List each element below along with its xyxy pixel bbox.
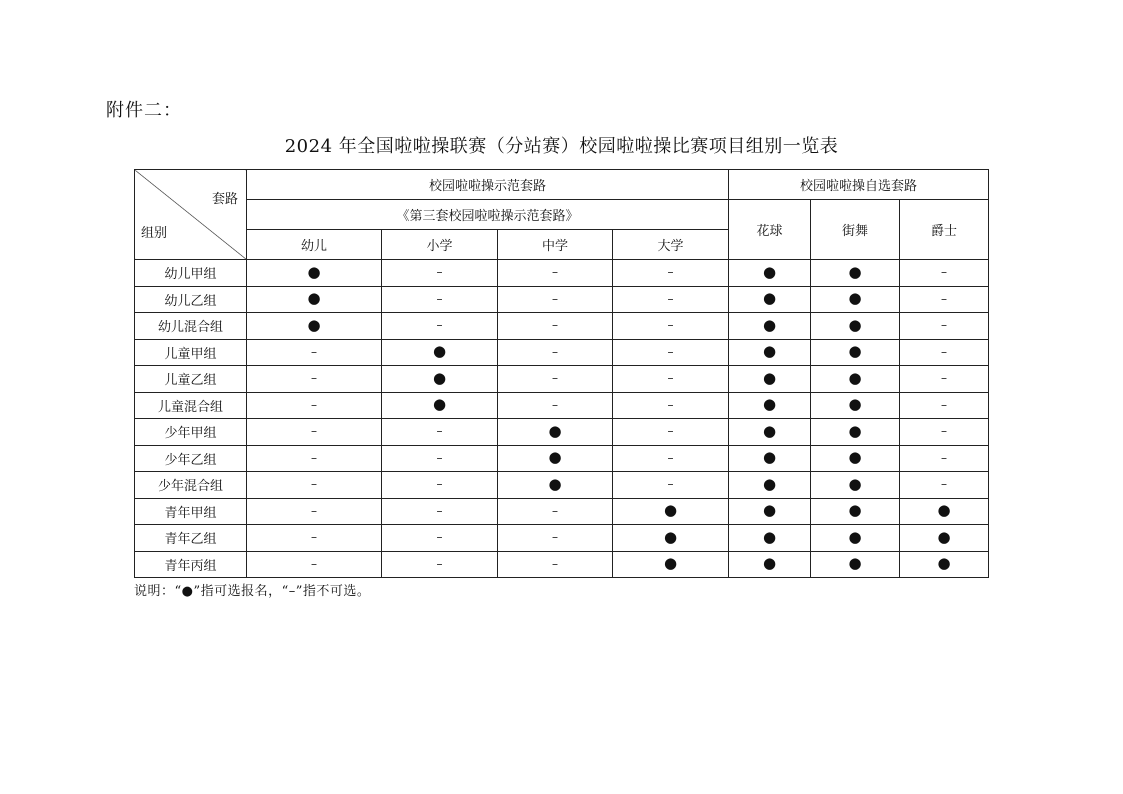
eligible-mark — [498, 445, 613, 472]
not-eligible-mark — [382, 498, 498, 525]
dash-icon: – — [552, 291, 558, 306]
not-eligible-mark — [613, 339, 729, 366]
eligible-mark — [811, 551, 900, 578]
dash-icon: – — [436, 503, 443, 518]
filled-circle-icon: ● — [762, 368, 777, 387]
eligible-mark — [247, 313, 382, 340]
not-eligible-mark — [900, 313, 989, 340]
not-eligible-mark — [613, 419, 729, 446]
filled-circle-icon: ● — [762, 262, 777, 281]
dash-icon: – — [552, 397, 558, 412]
not-eligible-mark — [900, 286, 989, 313]
table-row — [135, 498, 989, 525]
filled-circle-icon: ● — [848, 315, 862, 334]
table-row — [135, 260, 989, 287]
row-group-label: 青年甲组 — [135, 498, 247, 525]
filled-circle-icon: ● — [848, 262, 862, 281]
not-eligible-mark — [900, 339, 989, 366]
not-eligible-mark — [498, 286, 613, 313]
not-eligible-mark — [382, 445, 498, 472]
eligible-mark — [382, 339, 498, 366]
header-col-university: 大学 — [613, 230, 729, 260]
eligible-mark — [613, 551, 729, 578]
table-row — [135, 313, 989, 340]
not-eligible-mark — [498, 392, 613, 419]
eligible-mark — [900, 551, 989, 578]
not-eligible-mark — [498, 366, 613, 393]
dash-icon: – — [667, 450, 674, 465]
dash-icon: – — [552, 318, 558, 333]
not-eligible-mark — [900, 366, 989, 393]
dash-icon: – — [941, 450, 947, 465]
eligible-mark — [900, 498, 989, 525]
not-eligible-mark — [382, 260, 498, 287]
table-row — [135, 392, 989, 419]
row-group-label: 幼儿混合组 — [135, 313, 247, 340]
not-eligible-mark — [247, 472, 382, 499]
dash-icon: – — [311, 477, 317, 492]
table-row — [135, 419, 989, 446]
dash-icon: – — [436, 477, 443, 492]
eligible-mark — [811, 286, 900, 313]
dash-icon: – — [311, 503, 317, 518]
eligible-mark — [811, 260, 900, 287]
dash-icon: – — [311, 556, 317, 571]
filled-circle-icon: ● — [663, 554, 678, 573]
dash-icon: – — [436, 556, 443, 571]
dash-icon: – — [436, 450, 443, 465]
dash-icon: – — [552, 265, 558, 280]
not-eligible-mark — [382, 472, 498, 499]
eligible-mark — [811, 339, 900, 366]
dash-icon: – — [941, 477, 947, 492]
filled-circle-icon: ● — [548, 474, 562, 493]
filled-circle-icon: ● — [307, 315, 321, 334]
eligible-mark — [729, 525, 811, 552]
row-group-label: 儿童乙组 — [135, 366, 247, 393]
eligible-mark — [811, 313, 900, 340]
not-eligible-mark — [613, 260, 729, 287]
eligible-mark — [382, 392, 498, 419]
dash-icon: – — [311, 344, 317, 359]
filled-circle-icon: ● — [663, 501, 678, 520]
header-demo-routine-sub: 《第三套校园啦啦操示范套路》 — [247, 200, 729, 230]
eligible-mark — [811, 445, 900, 472]
filled-circle-icon: ● — [762, 474, 777, 493]
eligible-mark — [729, 472, 811, 499]
not-eligible-mark — [613, 313, 729, 340]
eligible-mark — [729, 366, 811, 393]
filled-circle-icon: ● — [432, 342, 447, 361]
not-eligible-mark — [498, 313, 613, 340]
table-row — [135, 551, 989, 578]
table-row — [135, 339, 989, 366]
dash-icon: – — [941, 265, 947, 280]
header-col-primary: 小学 — [382, 230, 498, 260]
row-group-label: 青年丙组 — [135, 551, 247, 578]
dash-icon: – — [667, 291, 674, 306]
dash-icon: – — [941, 291, 947, 306]
eligible-mark — [811, 472, 900, 499]
filled-circle-icon: ● — [762, 315, 777, 334]
header-col-pompom: 花球 — [729, 200, 811, 260]
not-eligible-mark — [247, 525, 382, 552]
dash-icon: – — [667, 318, 674, 333]
filled-circle-icon: ● — [848, 527, 862, 546]
row-group-label: 儿童甲组 — [135, 339, 247, 366]
eligible-mark — [900, 525, 989, 552]
filled-circle-icon: ● — [848, 395, 862, 414]
not-eligible-mark — [613, 392, 729, 419]
eligible-mark — [613, 498, 729, 525]
filled-circle-icon: ● — [848, 421, 862, 440]
eligible-mark — [729, 419, 811, 446]
filled-circle-icon: ● — [848, 448, 862, 467]
dash-icon: – — [436, 424, 443, 439]
row-group-label: 幼儿甲组 — [135, 260, 247, 287]
corner-label-group: 组别 — [141, 226, 168, 241]
row-group-label: 少年混合组 — [135, 472, 247, 499]
filled-circle-icon: ● — [548, 448, 562, 467]
table-row — [135, 445, 989, 472]
dash-icon: – — [667, 371, 674, 386]
legend-note: 说明：“●”指可选报名，“–”指不可选。 — [134, 584, 371, 599]
not-eligible-mark — [613, 366, 729, 393]
filled-circle-icon: ● — [663, 527, 678, 546]
not-eligible-mark — [498, 260, 613, 287]
dash-icon: – — [436, 530, 443, 545]
dash-icon: – — [436, 318, 443, 333]
filled-circle-icon: ● — [762, 527, 777, 546]
dash-icon: – — [436, 265, 443, 280]
not-eligible-mark — [613, 445, 729, 472]
filled-circle-icon: ● — [762, 395, 777, 414]
eligible-mark — [498, 419, 613, 446]
dash-icon: – — [667, 397, 674, 412]
not-eligible-mark — [382, 525, 498, 552]
table-row — [135, 525, 989, 552]
events-groups-table — [134, 169, 989, 578]
not-eligible-mark — [247, 419, 382, 446]
dash-icon: – — [311, 371, 317, 386]
not-eligible-mark — [498, 551, 613, 578]
eligible-mark — [729, 445, 811, 472]
table-body — [135, 260, 989, 578]
dash-icon: – — [941, 344, 947, 359]
filled-circle-icon: ● — [848, 501, 862, 520]
not-eligible-mark — [900, 419, 989, 446]
filled-circle-icon: ● — [848, 554, 862, 573]
filled-circle-icon: ● — [762, 554, 777, 573]
filled-circle-icon: ● — [762, 421, 777, 440]
dash-icon: – — [552, 530, 558, 545]
not-eligible-mark — [900, 472, 989, 499]
not-eligible-mark — [247, 366, 382, 393]
eligible-mark — [729, 313, 811, 340]
filled-circle-icon: ● — [432, 395, 447, 414]
dash-icon: – — [941, 424, 947, 439]
not-eligible-mark — [247, 339, 382, 366]
dash-icon: – — [552, 344, 558, 359]
filled-circle-icon: ● — [307, 262, 321, 281]
row-group-label: 青年乙组 — [135, 525, 247, 552]
row-group-label: 少年甲组 — [135, 419, 247, 446]
eligible-mark — [613, 525, 729, 552]
table-row — [135, 472, 989, 499]
eligible-mark — [729, 392, 811, 419]
eligible-mark — [729, 286, 811, 313]
eligible-mark — [729, 551, 811, 578]
not-eligible-mark — [900, 260, 989, 287]
table-row — [135, 366, 989, 393]
dash-icon: – — [552, 556, 558, 571]
eligible-mark — [811, 498, 900, 525]
filled-circle-icon: ● — [937, 501, 951, 520]
not-eligible-mark — [382, 419, 498, 446]
not-eligible-mark — [382, 551, 498, 578]
dash-icon: – — [667, 344, 674, 359]
dash-icon: – — [311, 530, 317, 545]
filled-circle-icon: ● — [848, 368, 862, 387]
filled-circle-icon: ● — [307, 289, 321, 308]
filled-circle-icon: ● — [762, 501, 777, 520]
not-eligible-mark — [247, 445, 382, 472]
filled-circle-icon: ● — [937, 527, 951, 546]
annex-label: 附件二： — [106, 100, 182, 121]
row-group-label: 幼儿乙组 — [135, 286, 247, 313]
header-col-kindergarten: 幼儿 — [247, 230, 382, 260]
header-demo-routine: 校园啦啦操示范套路 — [247, 170, 729, 200]
eligible-mark — [811, 392, 900, 419]
eligible-mark — [247, 286, 382, 313]
corner-header-cell — [135, 170, 247, 260]
not-eligible-mark — [247, 551, 382, 578]
table-row — [135, 286, 989, 313]
not-eligible-mark — [498, 525, 613, 552]
dash-icon: – — [941, 371, 947, 386]
eligible-mark — [811, 525, 900, 552]
header-col-middle: 中学 — [498, 230, 613, 260]
eligible-mark — [498, 472, 613, 499]
not-eligible-mark — [613, 472, 729, 499]
filled-circle-icon: ● — [762, 448, 777, 467]
dash-icon: – — [311, 397, 317, 412]
filled-circle-icon: ● — [848, 289, 862, 308]
filled-circle-icon: ● — [432, 368, 447, 387]
dash-icon: – — [552, 503, 558, 518]
not-eligible-mark — [498, 498, 613, 525]
eligible-mark — [729, 339, 811, 366]
eligible-mark — [811, 366, 900, 393]
not-eligible-mark — [382, 313, 498, 340]
eligible-mark — [729, 260, 811, 287]
dash-icon: – — [941, 397, 947, 412]
document-title: 2024 年全国啦啦操联赛（分站赛）校园啦啦操比赛项目组别一览表 — [284, 136, 839, 157]
eligible-mark — [729, 498, 811, 525]
header-col-hiphop: 街舞 — [811, 200, 900, 260]
dash-icon: – — [436, 291, 443, 306]
dash-icon: – — [667, 424, 674, 439]
filled-circle-icon: ● — [848, 342, 862, 361]
dash-icon: – — [667, 477, 674, 492]
row-group-label: 儿童混合组 — [135, 392, 247, 419]
header-col-jazz: 爵士 — [900, 200, 989, 260]
not-eligible-mark — [247, 392, 382, 419]
not-eligible-mark — [900, 392, 989, 419]
eligible-mark — [811, 419, 900, 446]
not-eligible-mark — [613, 286, 729, 313]
header-free-routine: 校园啦啦操自选套路 — [729, 170, 989, 200]
filled-circle-icon: ● — [848, 474, 862, 493]
not-eligible-mark — [382, 286, 498, 313]
not-eligible-mark — [247, 498, 382, 525]
dash-icon: – — [552, 371, 558, 386]
not-eligible-mark — [498, 339, 613, 366]
dash-icon: – — [941, 318, 947, 333]
filled-circle-icon: ● — [937, 554, 951, 573]
row-group-label: 少年乙组 — [135, 445, 247, 472]
not-eligible-mark — [900, 445, 989, 472]
filled-circle-icon: ● — [548, 421, 562, 440]
filled-circle-icon: ● — [762, 289, 777, 308]
eligible-mark — [382, 366, 498, 393]
dash-icon: – — [311, 450, 317, 465]
filled-circle-icon: ● — [762, 342, 777, 361]
eligible-mark — [247, 260, 382, 287]
dash-icon: – — [667, 265, 674, 280]
corner-label-routine: 套路 — [211, 192, 238, 207]
dash-icon: – — [311, 424, 317, 439]
